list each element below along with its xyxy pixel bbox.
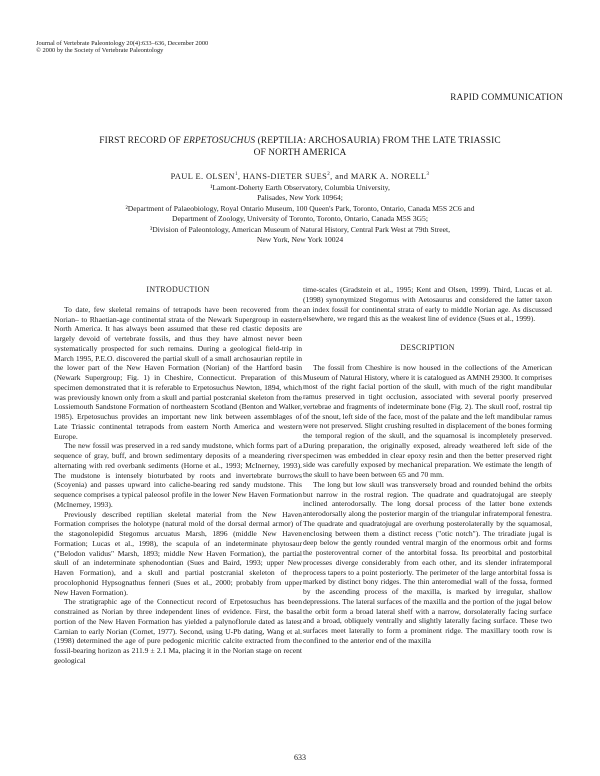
intro-paragraph-2: The new fossil was preserved in a red sandy mudstone, which forms part of a sequence of gray, buff, and brown sedimentary deposits of a meandering river alternating with red overbank sediments (Horne et al., 1993; McInerney, 1993). The mudstone is intensely bioturbated by roots and invertebrate burrows (Scoyenia) and passes upward into caliche-bearing red sandy mudstone. This sequence comprises a typical paleosol profile in the lower New Haven Formation (McInerney, 1993).	[54, 441, 302, 509]
affiliation-line: ²Department of Palaeobiology, Royal Ontario Museum, 100 Queen's Park, Toronto, Ontario, Canada M5S 2C6 and	[125, 203, 475, 213]
right-column	[303, 285, 552, 646]
description-paragraph-2: The long but low skull was transversely broad and rounded behind the orbits but narrow in the rostral region. The quadrate and quadratojugal are steeply inclined anterodorsally. The long dorsal process of the latter bone extends anterodorsally along the posterior margin of the triangular infratemporal fenestra. The quadrate and quadratojugal are overhung posterolaterally by the squamosal, enclosing between them a distinct recess ("otic notch"). The triradiate jugal is deep below the gently rounded ventral margin of the enormous orbit and forms the posteroventral corner of the antorbital fossa. Its preorbital and postorbital processes diverge considerably from each other, and its slender infratemporal process tapers to a point posteriorly. The perimeter of the large antorbital fossa is marked by distinct bony ridges. The thin anteromedial wall of the fossa, formed by the ascending process of the maxilla, is marked by irregular, shallow depressions. The lateral surfaces of the maxilla and the portion of the jugal below the orbit form a broad lateral shelf with a narrow, dorsolaterally facing surface and a broad, obliquely ventrally and slightly laterally facing surface. These two surfaces meet laterally to form a prominent ridge. The maxillary tooth row is confined to the anterior end of the maxilla	[303, 479, 552, 645]
introduction-heading: INTRODUCTION	[146, 285, 210, 294]
title-part-1: FIRST RECORD OF	[99, 136, 184, 146]
journal-line-1: Journal of Vertebrate Paleontology 20(4):633–636, December 2000	[36, 40, 209, 47]
title-part-2: (REPTILIA: ARCHOSAURIA) FROM THE LATE TRIASSIC	[255, 136, 501, 146]
section-label: RAPID COMMUNICATION	[450, 92, 563, 102]
affiliation-line: ¹Lamont-Doherty Earth Observatory, Columbia University,	[210, 183, 390, 192]
author-list: PAUL E. OLSEN$^1$, HANS-DIETER SUES$^2$, and MARK A. NORELL$^3$	[170, 172, 430, 181]
title-genus: ERPETOSUCHUS	[183, 136, 256, 146]
page-number: 633	[294, 753, 306, 762]
affiliations	[40, 183, 560, 245]
description-paragraph-1: The fossil from Cheshire is now housed in the collections of the American Museum of Natural History, where it is catalogued as AMNH 29300. It comprises most of the right facial portion of the skull, with much of the right mandibular ramus preserved in tight occlusion, associated with several poorly preserved vertebrae and fragments of indeterminate bone (Fig. 2). The skull roof, rostral tip of the snout, left side of the face, most of the palate and the left mandibular ramus were not preserved. Slight crushing resulted in displacement of the bones forming the temporal region of the skull, and the squamosal is incompletely preserved. During preparation, the originally exposed, already weathered left side of the specimen was embedded in clear epoxy resin and then the better preserved right side was carefully exposed by mechanical preparation. We estimate the length of the skull to have been between 65 and 70 mm.	[303, 362, 552, 479]
affiliation-line: New York, New York 10024	[256, 235, 344, 245]
affiliation-line: Palisades, New York 10964;	[257, 193, 343, 203]
description-heading: DESCRIPTION	[400, 343, 455, 352]
journal-line-2: © 2000 by the Society of Vertebrate Paleontology	[36, 47, 164, 55]
affiliation-line: ³Division of Paleontology, American Museum of Natural History, Central Park West at 79th Street,	[149, 224, 451, 234]
title-line-2: OF NORTH AMERICA	[253, 147, 347, 158]
intro-paragraph-4: The stratigraphic age of the Connecticut record of Erpetosuchus has been constrained as Norian by three independent lines of evidence. First, the basal portion of the New Haven Formation has yielded a palynoflorule dated as latest Carnian to early Norian (Cornet, 1977). Second, using U-Pb dating, Wang et al. (1998) determined the age of pure pedogenic micritic calcite extracted from the fossil-bearing horizon as 211.9 ± 2.1 Ma, placing it in the Norian stage on recent geological	[54, 597, 302, 665]
author-1: PAUL E. OLSEN	[170, 172, 235, 181]
article-title	[40, 136, 560, 159]
author-2: HANS-DIETER SUES	[242, 172, 328, 181]
affiliation-line: Department of Zoology, University of Toronto, Toronto, Ontario, Canada M5S 3G5;	[172, 214, 428, 224]
intro-paragraph-3: Previously described reptilian skeletal material from the New Haven Formation comprises the holotype (natural mold of the dorsal dermal armor) of the stagonolepidid Stegomus arcuatus Marsh, 1896 (middle New Haven Formation; Lucas et al., 1998), the scapula of an indeterminate phytosaur ("Belodon validus" Marsh, 1893; middle New Haven Formation), the partial skull of an indeterminate sphenodontian (Sues and Baird, 1993; upper New Haven Formation), and a skull and partial postcranial skeleton of the procolophonid Hypsognathus fenneri (Sues et al., 2000; probably from upper New Haven Formation).	[54, 509, 302, 597]
left-column	[54, 285, 302, 666]
intro-continuation: time-scales (Gradstein et al., 1995; Kent and Olsen, 1999). Third, Lucas et al. (1998) synonymized Stegomus with Aetosaurus and considered the latter taxon an index fossil for continental strata of early to middle Norian age. As discussed elsewhere, we regard this as the weakest line of evidence (Sues et al., 1999).	[303, 285, 552, 324]
author-3: MARK A. NORELL	[350, 172, 427, 181]
intro-paragraph-1: To date, few skeletal remains of tetrapods have been recovered from the Norian– to Rhaetian-age continental strata of the Newark Supergroup in eastern North America. It has always been assumed that these red clastic deposits are largely devoid of vertebrate fossils, and thus they have almost never been systematically prospected for such remains. During a geological field-trip in March 1995, P.E.O. discovered the partial skull of a small archosaurian reptile in the lower part of the New Haven Formation (Norian) of the Hartford basin (Newark Supergroup; Fig. 1) in Cheshire, Connecticut. Preparation of this specimen demonstrated that it is referable to Erpetosuchus Newton, 1894, which was previously known only from a skull and partial postcranial skeleton from the Lossiemouth Sandstone Formation of northeastern Scotland (Benton and Walker, 1985). Erpetosuchus provides an important new link between assemblages of Late Triassic continental tetrapods from eastern North America and western Europe.	[54, 304, 302, 441]
journal-citation	[36, 40, 208, 55]
